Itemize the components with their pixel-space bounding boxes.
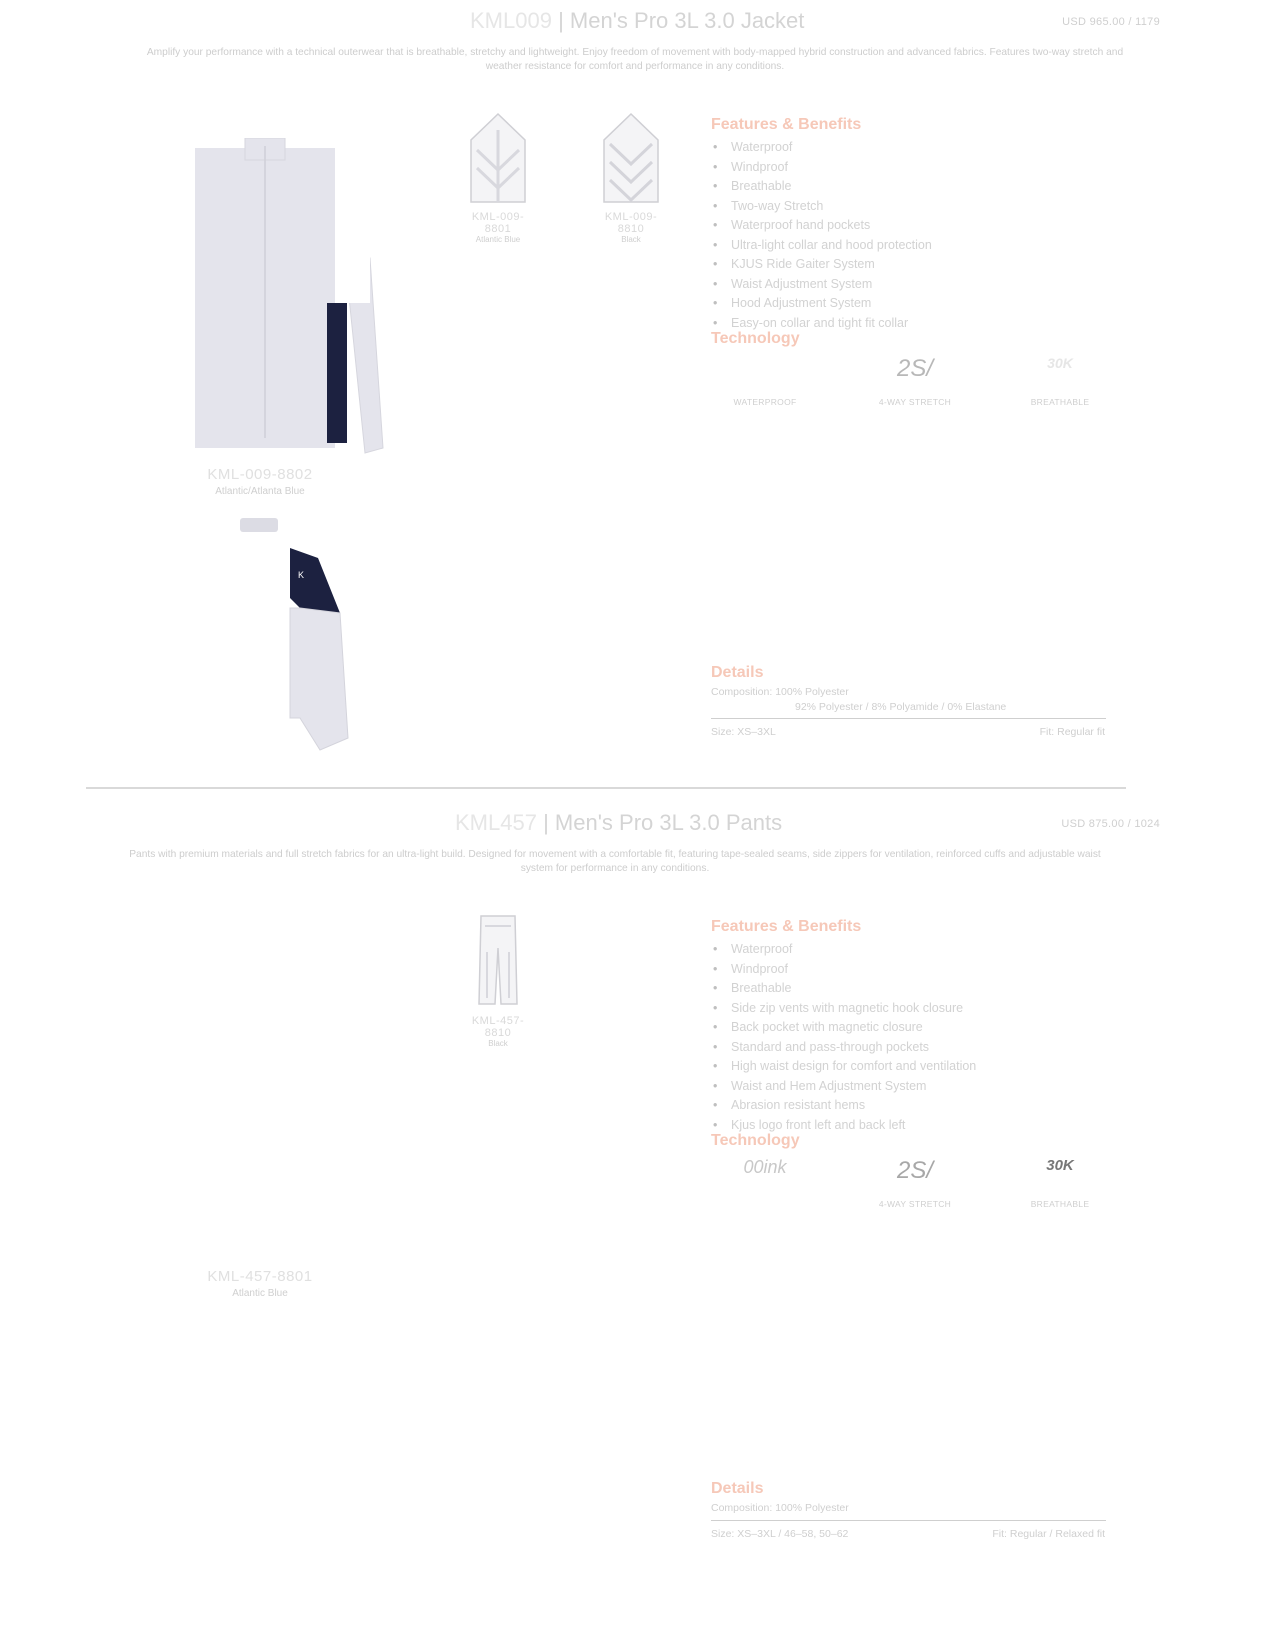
list-item: • Two-way Stretch [711, 197, 1111, 217]
section-divider [86, 787, 1126, 789]
list-item: • Hood Adjustment System [711, 294, 1111, 314]
pants-features-list [711, 940, 1131, 1135]
list-item: • Windproof [711, 960, 1131, 980]
tech-label: WATERPROOF [733, 397, 797, 407]
pants-features-heading: Features & Benefits [711, 918, 862, 935]
jacket-tech-breathable [1015, 355, 1105, 407]
pants-fit: Fit: Regular / Relaxed fit [992, 1528, 1105, 1540]
pants-swatch-1-name: Black [488, 1039, 508, 1048]
tech-label: 4-WAY STRETCH [878, 1199, 952, 1209]
list-item: • Back pocket with magnetic closure [711, 1018, 1131, 1038]
pants-sizes: Size: XS–3XL / 46–58, 50–62 [711, 1528, 849, 1540]
pants-price: USD 875.00 / 1024 [1061, 818, 1160, 830]
title-separator: | [543, 810, 555, 835]
jacket-back-sleeve [290, 608, 348, 750]
jacket-composition: Composition: 100% Polyester [711, 686, 849, 698]
jacket-features-heading: Features & Benefits [711, 116, 862, 133]
pants-composition: Composition: 100% Polyester [711, 1502, 849, 1514]
jacket-code: KML009 [470, 8, 552, 33]
jacket-tech-stretch [870, 355, 960, 407]
jacket-main-color-name: Atlantic/Atlanta Blue [215, 486, 305, 497]
jacket-title [470, 8, 804, 34]
stretch-icon: 2S/ [896, 355, 934, 382]
jacket-side-panel [327, 303, 347, 443]
pants-swatch-1-code: KML-457-8810 [471, 1015, 525, 1039]
pants-main-color-name: Atlantic Blue [232, 1288, 288, 1299]
jacket-features-list [711, 138, 1111, 333]
jacket-swatch-2[interactable] [596, 110, 666, 244]
jacket-sizes: Size: XS–3XL [711, 726, 776, 738]
list-item: • Breathable [711, 979, 1131, 999]
pants-description: Pants with premium materials and full stretch fabrics for an ultra-light build. Designed for movement with a comfortable fit, featuring tape-sealed seams, side zippers for ventilation, reinforced cuffs and adjustable waist system for performance in any conditions. [129, 849, 1101, 874]
list-item: • Kjus logo front left and back left [711, 1116, 1131, 1136]
pants-swatch-1-icon [463, 912, 533, 1010]
pants-details-heading: Details [711, 1480, 764, 1497]
jacket-price: USD 965.00 / 1179 [1062, 16, 1160, 28]
list-item: • Waterproof [711, 138, 1111, 158]
jacket-technology-heading: Technology [711, 330, 800, 347]
jacket-back-navy-panel [290, 548, 340, 613]
jacket-logo: K [298, 570, 305, 580]
jacket-swatch-2-name: Black [621, 235, 641, 244]
waterproof-icon: 00ink [743, 1157, 787, 1177]
jacket-swatch-2-icon [596, 110, 666, 206]
stretch-icon: 2S/ [896, 1157, 934, 1184]
list-item: • Waist Adjustment System [711, 275, 1111, 295]
jacket-back-collar [240, 518, 278, 532]
list-item: • Breathable [711, 177, 1111, 197]
pants-tech-breathable [1015, 1157, 1105, 1209]
pants-name: Men's Pro 3L 3.0 Pants [554, 810, 783, 835]
pants-tech-waterproof [720, 1157, 810, 1199]
jacket-name: Men's Pro 3L 3.0 Jacket [569, 8, 805, 33]
list-item: • Side zip vents with magnetic hook closure [711, 999, 1131, 1019]
list-item: • Ultra-light collar and hood protection [711, 236, 1111, 256]
list-item: • Waterproof hand pockets [711, 216, 1111, 236]
jacket-description: Amplify your performance with a technical outerwear that is breathable, stretchy and lightweight. Enjoy freedom of movement with body-mapped hybrid construction and advanced fabrics. Features two-way stretch and weather resistance for comfort and performance in any conditions. [146, 47, 1124, 72]
jacket-tech-waterproof [720, 355, 810, 407]
jacket-swatch-1-code: KML-009-8801 [471, 211, 525, 235]
list-item: • Waterproof [711, 940, 1131, 960]
pants-swatch-1[interactable] [463, 912, 533, 1048]
pants-details-rule [711, 1520, 1106, 1521]
breathability-icon: 30K [1046, 1157, 1074, 1174]
list-item: • KJUS Ride Gaiter System [711, 255, 1111, 275]
jacket-swatch-2-code: KML-009-8810 [604, 211, 658, 235]
tech-label: BREATHABLE [1030, 397, 1090, 407]
jacket-cutout [340, 168, 370, 303]
pants-main-color-code: KML-457-8801 [207, 1268, 313, 1285]
jacket-fit: Fit: Regular fit [1039, 726, 1105, 738]
jacket-swatch-1-icon [463, 110, 533, 206]
title-separator: | [558, 8, 570, 33]
jacket-front-image [195, 138, 405, 468]
pants-technology-heading: Technology [711, 1132, 800, 1149]
pants-code: KML457 [455, 810, 537, 835]
list-item: • Abrasion resistant hems [711, 1096, 1131, 1116]
jacket-details-heading: Details [711, 664, 764, 681]
list-item: • High waist design for comfort and ventilation [711, 1057, 1131, 1077]
breathability-icon: 30K [1047, 355, 1073, 371]
waterproof-icon [720, 355, 810, 391]
tech-label: 4-WAY STRETCH [878, 397, 952, 407]
list-item: • Windproof [711, 158, 1111, 178]
list-item: • Easy-on collar and tight fit collar [711, 314, 1111, 334]
pants-title [455, 810, 782, 836]
pants-tech-stretch [870, 1157, 960, 1209]
jacket-details-rule [711, 718, 1106, 719]
list-item: • Waist and Hem Adjustment System [711, 1077, 1131, 1097]
tech-label: BREATHABLE [1030, 1199, 1090, 1209]
list-item: • Standard and pass-through pockets [711, 1038, 1131, 1058]
jacket-swatch-1-name: Atlantic Blue [475, 235, 521, 244]
jacket-composition-detail: 92% Polyester / 8% Polyamide / 0% Elastane [795, 701, 1007, 713]
jacket-back-image [240, 518, 360, 754]
jacket-main-color-code: KML-009-8802 [207, 466, 313, 483]
jacket-swatch-1[interactable] [463, 110, 533, 244]
